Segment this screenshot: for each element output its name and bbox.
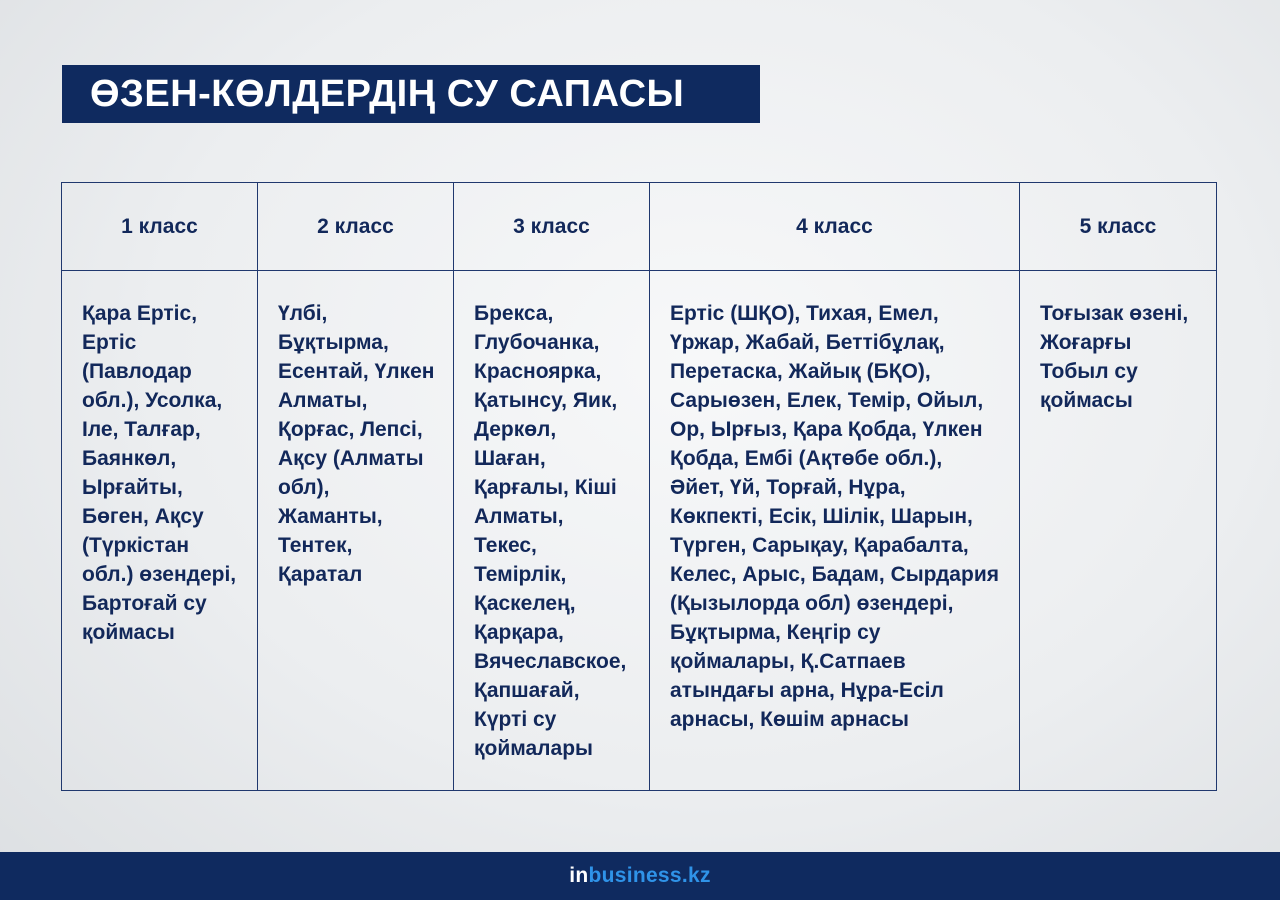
header-row	[62, 183, 1217, 271]
footer-bar	[0, 852, 1280, 900]
logo-prefix: in	[569, 864, 589, 887]
cell-class-3: Брекса, Глубочанка, Красноярка, Қатынсу, Яик, Деркөл, Шаған, Қарғалы, Кіші Алматы, Текес, Темірлік, Қаскелең, Қарқара, Вячеславское, Қапшағай, Күрті су қоймалары	[454, 271, 650, 791]
water-quality-table	[61, 182, 1217, 791]
header-class-3: 3 класс	[454, 183, 650, 271]
header-class-2: 2 класс	[258, 183, 454, 271]
cell-class-1: Қара Ертіс, Ертіс (Павлодар обл.), Усолка, Іле, Талғар, Баянкөл, Ырғайты, Бөген, Ақсу (Түркістан обл.) өзендері, Бартоғай су қоймасы	[62, 271, 258, 791]
page-title: ӨЗЕН-КӨЛДЕРДІҢ СУ САПАСЫ	[90, 72, 685, 115]
inbusiness-logo	[569, 864, 711, 888]
header-class-1: 1 класс	[62, 183, 258, 271]
cell-class-4: Ертіс (ШҚО), Тихая, Емел, Үржар, Жабай, Беттібұлақ, Перетаска, Жайық (БҚО), Сарыөзен, Елек, Темір, Ойыл, Ор, Ырғыз, Қара Қобда, Үлкен Қобда, Ембі (Ақтөбе обл.), Әйет, Үй, Торғай, Нұра, Көкпекті, Есік, Шілік, Шарын, Түрген, Сарықау, Қарабалта, Келес, Арыс, Бадам, Сырдария (Қызылорда обл) өзендері, Бұқтырма, Кеңгір су қоймалары, Қ.Сатпаев атындағы арна, Нұра-Есіл арнасы, Көшім арнасы	[650, 271, 1020, 791]
logo-rest: business.kz	[588, 864, 711, 887]
cell-class-5: Тоғызак өзені, Жоғарғы Тобыл су қоймасы	[1020, 271, 1217, 791]
table-row	[62, 271, 1217, 791]
header-class-5: 5 класс	[1020, 183, 1217, 271]
header-class-4: 4 класс	[650, 183, 1020, 271]
cell-class-2: Үлбі, Бұқтырма, Есентай, Үлкен Алматы, Қорғас, Лепсі, Ақсу (Алматы обл), Жаманты, Тентек, Қаратал	[258, 271, 454, 791]
title-banner	[62, 65, 760, 123]
